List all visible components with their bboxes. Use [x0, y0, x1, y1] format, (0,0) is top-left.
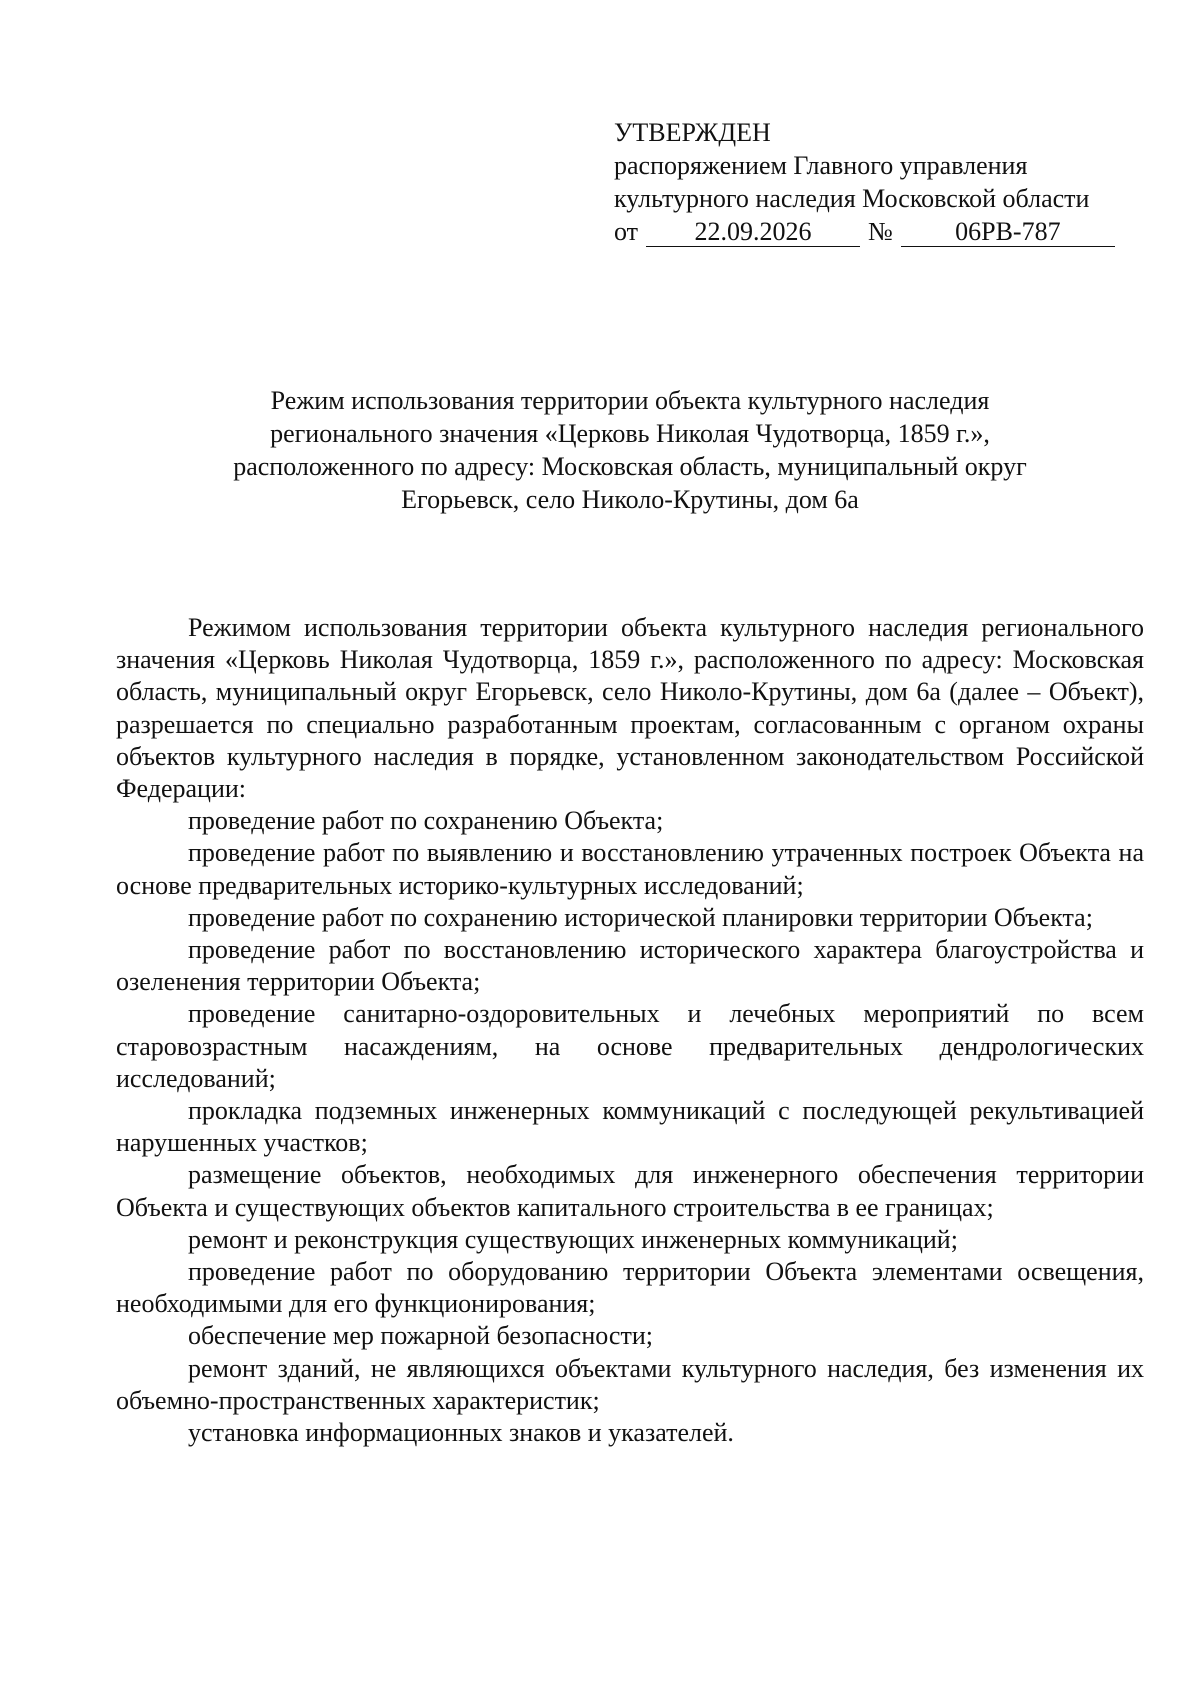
title-line-2: регионального значения «Церковь Николая Чудотворца, 1859 г.», [270, 419, 990, 448]
approval-block [614, 116, 1115, 248]
title-line-3: расположенного по адресу: Московская область, муниципальный округ [233, 452, 1027, 481]
list-item: ремонт и реконструкция существующих инженерных коммуникаций; [188, 1224, 958, 1254]
list-item: проведение работ по сохранению Объекта; [188, 806, 664, 836]
list-item: размещение объектов, необходимых для инженерного обеспечения территории Объекта и существующих объектов капитального строительства в ее границах; [116, 1160, 1144, 1222]
body-intro-paragraph: Режимом использования территории объекта культурного наследия регионального значения «Церковь Николая Чудотворца, 1859 г.», расположенного по адресу: Московская область, муниципальный округ Егорьевск, село Николо-Крутины, дом 6а (далее – Объект), разрешается по специально разработанным проектам, согласованным с органом охраны объектов культурного наследия в порядке, установленном законодательством Российской Федерации: [116, 613, 1144, 804]
approval-line-2: культурного наследия Московской области [614, 184, 1090, 213]
approval-date-prefix: от [614, 217, 639, 246]
list-item: проведение работ по выявлению и восстановлению утраченных построек Объекта на основе предварительных историко-культурных исследований; [116, 838, 1144, 900]
list-item: установка информационных знаков и указателей. [188, 1418, 734, 1448]
list-item: ремонт зданий, не являющихся объектами культурного наследия, без изменения их объемно-пространственных характеристик; [116, 1353, 1144, 1415]
title-line-4: Егорьевск, село Николо-Крутины, дом 6а [401, 485, 859, 514]
title-line-1: Режим использования территории объекта культурного наследия [270, 386, 990, 415]
list-item: проведение работ по сохранению исторической планировки территории Объекта; [188, 902, 1093, 932]
list-item: проведение работ по восстановлению исторического характера благоустройства и озеленения территории Объекта; [116, 935, 1144, 997]
list-item: проведение работ по оборудованию территории Объекта элементами освещения, необходимыми для его функционирования; [116, 1257, 1144, 1319]
document-body [116, 612, 1144, 1449]
approval-number-sign: № [868, 217, 893, 246]
list-item: проведение санитарно-оздоровительных и лечебных мероприятий по всем старовозрастным насаждениям, на основе предварительных дендрологических исследований; [116, 999, 1144, 1093]
document-title [120, 384, 1140, 516]
list-item: обеспечение мер пожарной безопасности; [188, 1321, 653, 1351]
approval-date: 22.09.2026 [646, 218, 860, 247]
approval-number: 06РВ-787 [901, 218, 1115, 247]
list-item: прокладка подземных инженерных коммуникаций с последующей рекультивацией нарушенных участков; [116, 1096, 1144, 1158]
approval-date-number-line [614, 215, 1115, 248]
approval-line-1: распоряжением Главного управления [614, 151, 1028, 180]
approval-heading: УТВЕРЖДЕН [614, 118, 771, 147]
